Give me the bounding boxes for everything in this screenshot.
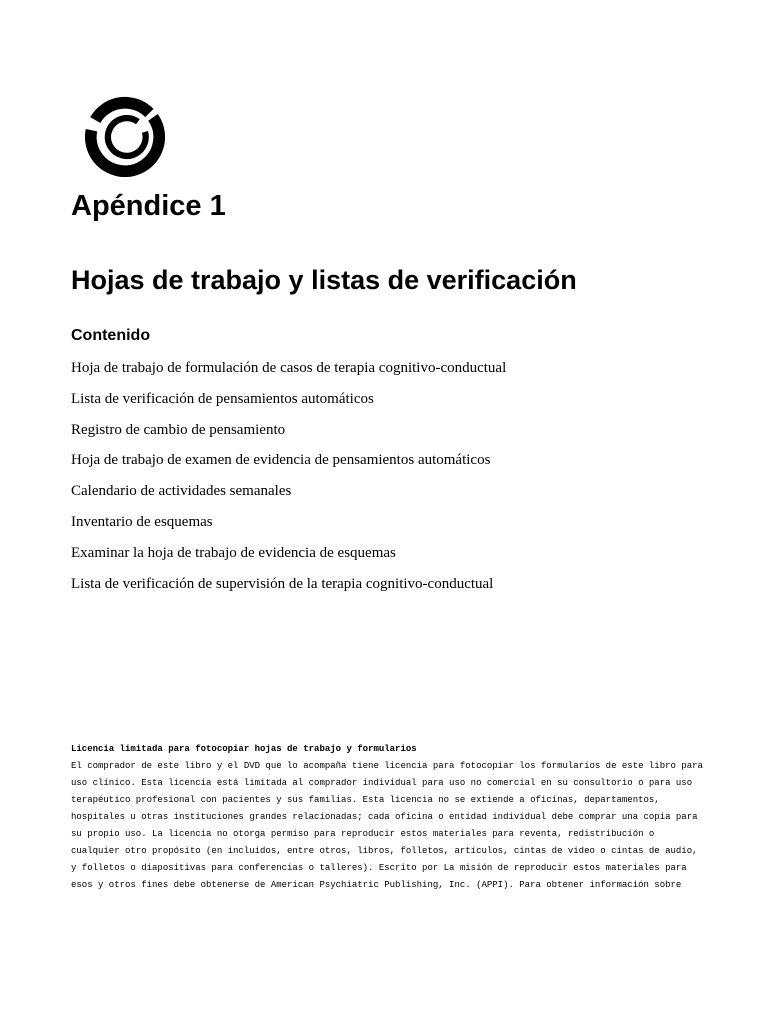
license-notice: [71, 741, 711, 894]
contents-item-automatic-thoughts-checklist: Lista de verificación de pensamientos automáticos: [71, 390, 374, 407]
license-line: esos y otros fines debe obtenerse de American Psychiatric Publishing, Inc. (APPI). Para obtener información sobre: [71, 880, 682, 890]
license-line: El comprador de este libro y el DVD que lo acompaña tiene licencia para fotocopiar los formularios de este libro para: [71, 761, 703, 771]
license-line: cualquier otro propósito (en incluidos, entre otros, libros, folletos, artículos, cintas de video o cintas de audio,: [71, 846, 698, 856]
appendix-title: Apéndice 1: [71, 190, 226, 222]
contents-heading: Contenido: [71, 327, 151, 344]
license-line: uso clínico. Esta licencia está limitada al comprador individual para uso no comercial en su consultorio o para uso: [71, 778, 693, 788]
contents-item-case-formulation: Hoja de trabajo de formulación de casos de terapia cognitivo-conductual: [71, 360, 507, 376]
contents-item-schema-inventory: Inventario de esquemas: [71, 513, 213, 530]
contents-item-supervision-checklist: Lista de verificación de supervisión de la terapia cognitivo-conductual: [71, 575, 494, 592]
contents-item-weekly-activity-schedule: Calendario de actividades semanales: [71, 483, 292, 500]
contents-item-schema-evidence: Examinar la hoja de trabajo de evidencia de esquemas: [71, 544, 396, 561]
license-line: hospitales u otras instituciones grandes relacionadas; cada oficina o entidad individual debe comprar una copia para: [71, 812, 698, 822]
chapter-title: Hojas de trabajo y listas de verificación: [71, 265, 577, 295]
contents-item-thought-change-record: Registro de cambio de pensamiento: [71, 421, 286, 438]
broken-circle-logo-icon: [80, 92, 170, 182]
contents-list: [71, 357, 506, 603]
license-line: su propio uso. La licencia no otorga permiso para reproducir estos materiales para reventa, redistribución o: [71, 829, 655, 839]
license-line: terapéutico profesional con pacientes y sus familias. Esta licencia no se extiende a oficinas, departamentos,: [71, 795, 660, 805]
license-line: y folletos o diapositivas para conferencias o talleres). Escrito por La misión de reproducir estos materiales para: [71, 863, 687, 873]
contents-item-evidence-examination: Hoja de trabajo de examen de evidencia de pensamientos automáticos: [71, 452, 491, 469]
license-title: Licencia limitada para fotocopiar hojas de trabajo y formularios: [71, 744, 417, 754]
